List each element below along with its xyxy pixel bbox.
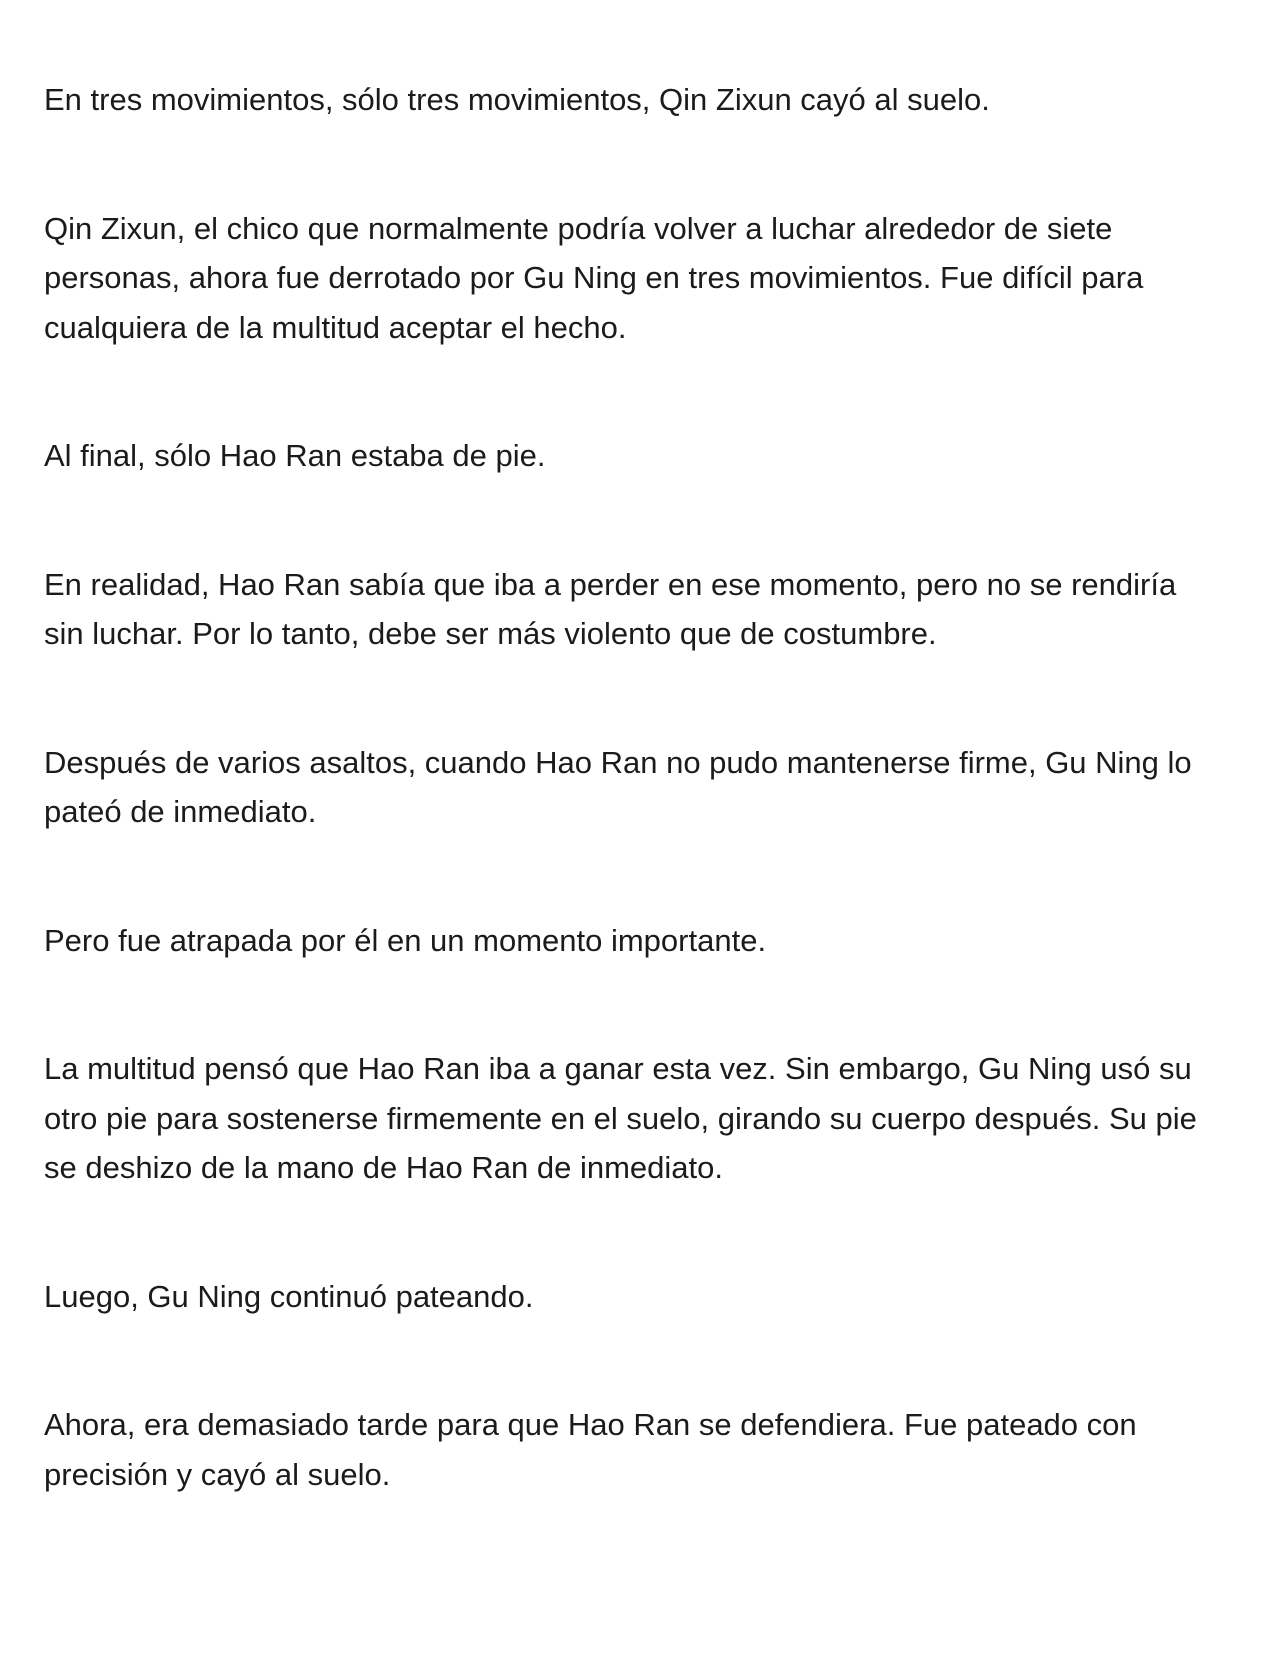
paragraph-1: En tres movimientos, sólo tres movimientos, Qin Zixun cayó al suelo. [44, 82, 990, 117]
paragraph-7: La multitud pensó que Hao Ran iba a ganar esta vez. Sin embargo, Gu Ning usó su otro pie para sostenerse firmemente en el suelo, girando su cuerpo después. Su pie se deshizo de la mano de Hao Ran de inmediato. [44, 1051, 1197, 1185]
paragraph-3: Al final, sólo Hao Ran estaba de pie. [44, 438, 546, 473]
paragraph-6: Pero fue atrapada por él en un momento importante. [44, 922, 767, 958]
paragraph-4: En realidad, Hao Ran sabía que iba a perder en ese momento, pero no se rendiría sin luchar. Por lo tanto, debe ser más violento que de costumbre. [44, 566, 1177, 651]
paragraph-2: Qin Zixun, el chico que normalmente podría volver a luchar alrededor de siete personas, ahora fue derrotado por Gu Ning en tres movimientos. Fue difícil para cualquiera de la multitud aceptar el hecho. [44, 210, 1144, 345]
paragraph-9: Ahora, era demasiado tarde para que Hao Ran se defendiera. Fue pateado con precisión y cayó al suelo. [44, 1407, 1137, 1492]
paragraph-5: Después de varios asaltos, cuando Hao Ran no pudo mantenerse firme, Gu Ning lo pateó de inmediato. [44, 744, 1192, 829]
paragraph-8: Luego, Gu Ning continuó pateando. [44, 1278, 534, 1314]
